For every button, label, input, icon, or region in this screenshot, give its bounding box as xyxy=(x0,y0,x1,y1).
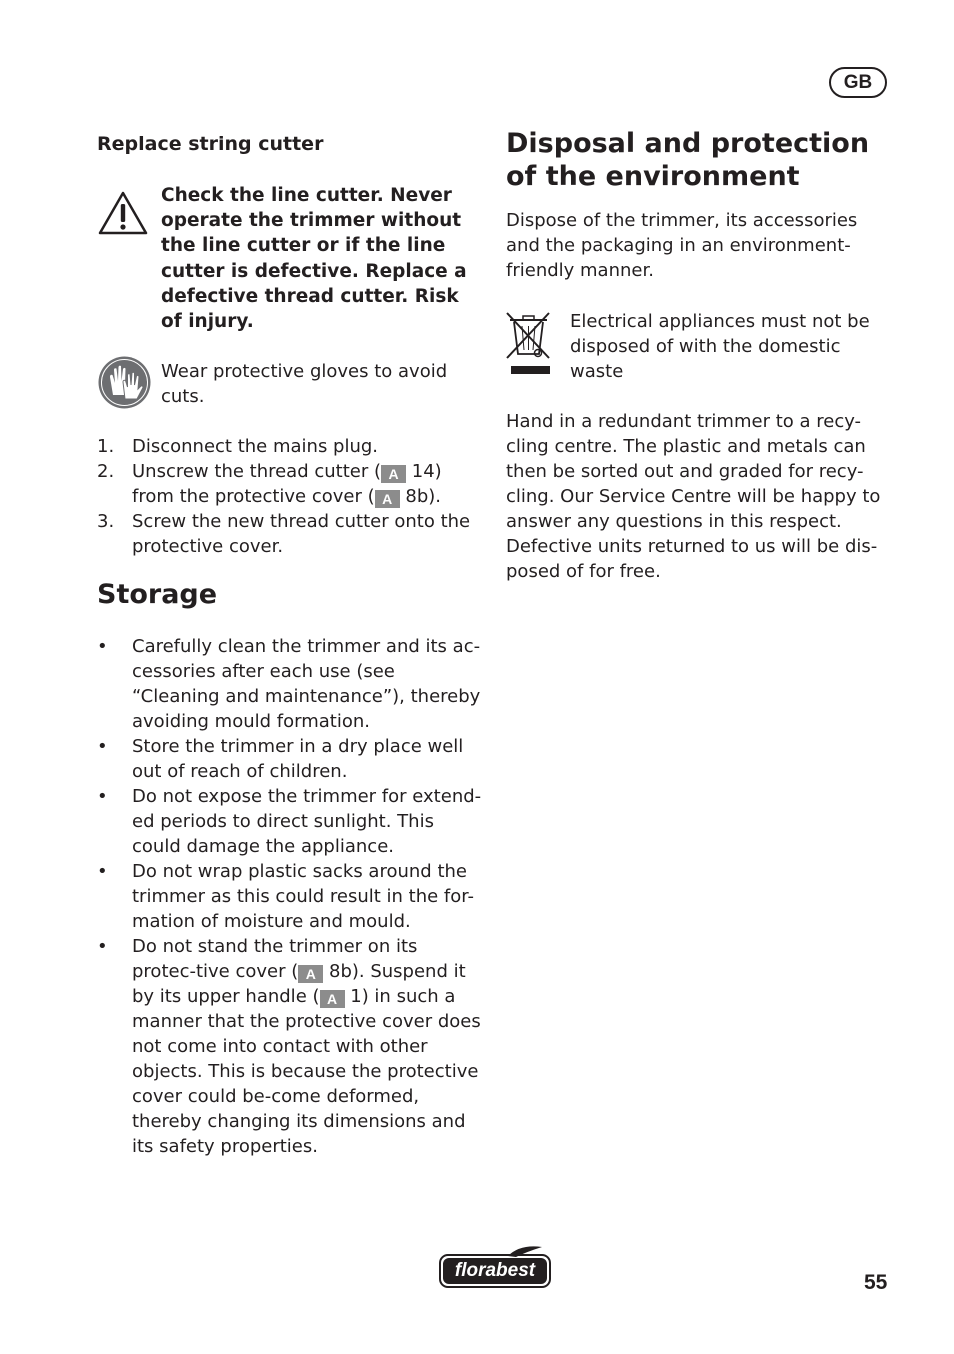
list-item: 2. Unscrew the thread cutter ( A 14) from the protective cover ( A 8b). xyxy=(97,461,442,507)
figure-a-badge: A xyxy=(375,490,400,508)
list-item: 1. Disconnect the mains plug. xyxy=(97,436,379,457)
figure-a-badge: A xyxy=(298,965,323,983)
disposal-intro: Dispose of the trimmer, its accessories and the packaging in an environment-friendly manner. xyxy=(506,210,858,281)
list-item: • Do not stand the trimmer on its protec-tive cover ( A 8b). Suspend it by its upper handle ( A 1) in such a manner that the protective cover does not come into contact with other objects. This is because the protective cover could be-come deformed, thereby changing its dimensions and its safety properties. xyxy=(97,936,481,1157)
florabest-logo xyxy=(438,1244,552,1290)
weee-text: Electrical appliances must not be disposed of with the domestic waste xyxy=(570,311,870,382)
steps-list xyxy=(97,434,487,559)
list-item: • Do not expose the trimmer for extend-ed periods to direct sunlight. This could damage the appliance. xyxy=(97,786,482,857)
heading-disposal: Disposal and protection of the environment xyxy=(506,128,870,192)
storage-list xyxy=(97,634,487,1159)
figure-a-badge: A xyxy=(381,465,406,483)
list-item: • Store the trimmer in a dry place well out of reach of children. xyxy=(97,736,464,782)
disposal-paragraph: Hand in a redundant trimmer to a recy-cling centre. The plastic and metals can then be sorted out and graded for recy-cling. Our Service Centre will be happy to answer any questions in this respect. Defective units returned to us will be dis-posed of for free. xyxy=(506,411,881,582)
warning-triangle-icon xyxy=(97,190,149,236)
logo-text: florabest xyxy=(454,1260,536,1281)
language-badge: GB xyxy=(829,67,887,98)
list-item: • Do not wrap plastic sacks around the trimmer as this could result in the for-mation of moisture and mould. xyxy=(97,861,475,932)
list-item: 3. Screw the new thread cutter onto the protective cover. xyxy=(97,511,471,557)
warning-text: Check the line cutter. Never operate the trimmer without the line cutter or if the line cutter is defective. Replace a defective thread cutter. Risk of injury. xyxy=(161,185,467,333)
protective-gloves-icon xyxy=(97,355,152,410)
list-item: • Carefully clean the trimmer and its ac-cessories after each use (see “Cleaning and maintenance”), thereby avoiding mould formation. xyxy=(97,636,481,732)
crossed-out-bin-icon xyxy=(504,310,554,378)
page-number: 55 xyxy=(864,1271,888,1294)
heading-storage: Storage xyxy=(97,579,218,610)
gloves-text: Wear protective gloves to avoid cuts. xyxy=(161,361,448,407)
heading-replace-string-cutter: Replace string cutter xyxy=(97,133,324,155)
figure-a-badge: A xyxy=(320,990,345,1008)
